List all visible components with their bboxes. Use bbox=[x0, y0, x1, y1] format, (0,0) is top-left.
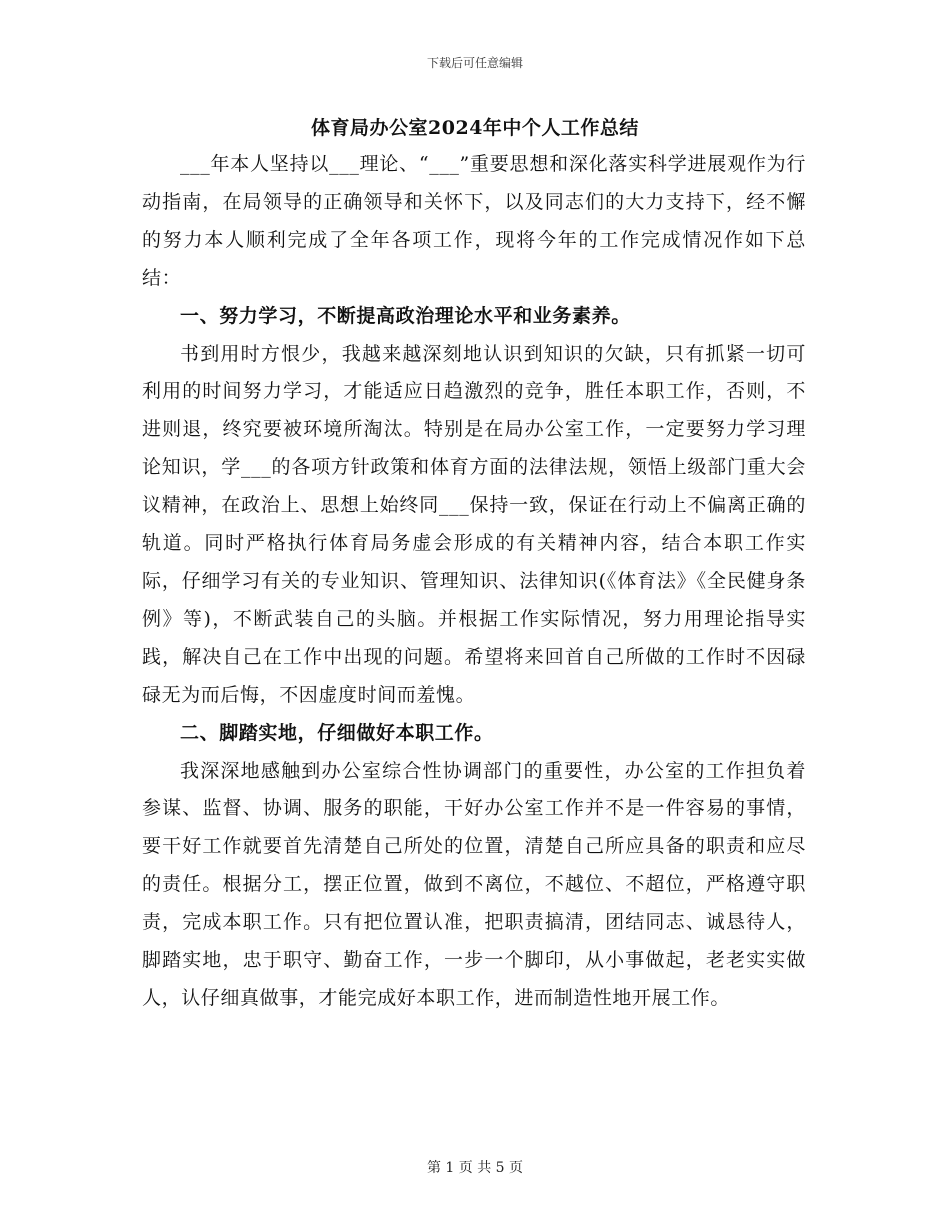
intro-paragraph: ___年本人坚持以___理论、“___”重要思想和深化落实科学进展观作为行动指南，在局领导的正确领导和关怀下，以及同志们的大力支持下，经不懈的努力本人顺利完成了全年各项工作，现将今年的工作完成情况作如下总结： bbox=[142, 153, 806, 289]
page-header: 下载后可任意编辑 bbox=[426, 56, 523, 70]
section-heading-2: 二、脚踏实地，仔细做好本职工作。 bbox=[180, 721, 494, 744]
document-title: 体育局办公室2024年中个人工作总结 bbox=[311, 117, 639, 139]
section-1-paragraph: 书到用时方恨少，我越来越深刻地认识到知识的欠缺，只有抓紧一切可利用的时间努力学习，才能适应日趋激烈的竞争，胜任本职工作，否则，不进则退，终究要被环境所淘汰。特别是在局办公室工作，一定要努力学习理论知识，学___的各项方针政策和体育方面的法律法规，领悟上级部门重大会议精神，在政治上、思想上始终同___保持一致，保证在行动上不偏离正确的轨道。同时严格执行体育局务虚会形成的有关精神内容，结合本职工作实际，仔细学习有关的专业知识、管理知识、法律知识(《体育法》《全民健身条例》等)，不断武装自己的头脑。并根据工作实际情况，努力用理论指导实践，解决自己在工作中出现的问题。希望将来回首自己所做的工作时不因碌碌无为而后悔，不因虚度时间而羞愧。 bbox=[142, 342, 806, 706]
section-heading-1: 一、努力学习，不断提高政治理论水平和业务素养。 bbox=[180, 304, 631, 327]
section-2-paragraph: 我深深地感触到办公室综合性协调部门的重要性，办公室的工作担负着参谋、监督、协调、服务的职能，干好办公室工作并不是一件容易的事情，要干好工作就要首先清楚自己所处的位置，清楚自己所应具备的职责和应尽的责任。根据分工，摆正位置，做到不离位，不越位、不超位，严格遵守职责，完成本职工作。只有把位置认准，把职责搞清，团结同志、诚恳待人，脚踏实地，忠于职守、勤奋工作，一步一个脚印，从小事做起，老老实实做人，认仔细真做事，才能完成好本职工作，进而制造性地开展工作。 bbox=[142, 759, 806, 1009]
document-body bbox=[142, 146, 806, 1018]
page-number-footer: 第 1 页 共 5 页 bbox=[426, 1160, 524, 1176]
